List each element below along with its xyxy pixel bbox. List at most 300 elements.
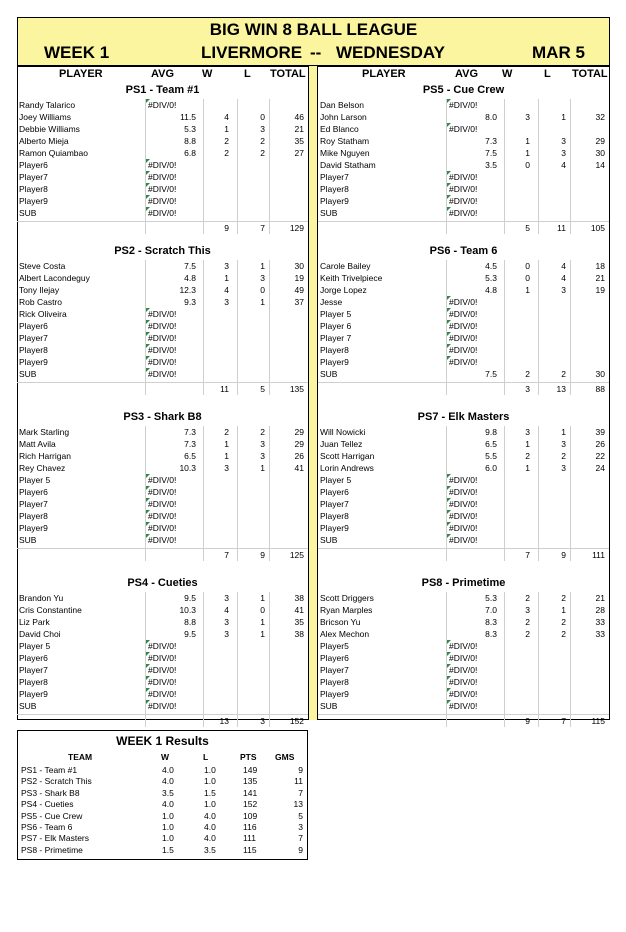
- player-row: [318, 474, 609, 486]
- player-name: Rick Oliveira: [19, 309, 67, 319]
- player-wins: 2: [525, 617, 530, 627]
- error-marker-icon: [146, 344, 150, 348]
- results-points: 115: [243, 844, 257, 855]
- player-row: [318, 135, 609, 147]
- team-total-wins: 7: [525, 550, 530, 560]
- player-total: 29: [595, 136, 605, 146]
- col-w: W: [502, 68, 513, 80]
- team-roster: [17, 260, 308, 395]
- player-row: [318, 604, 609, 616]
- error-marker-icon: [447, 664, 451, 668]
- league-title: BIG WIN 8 BALL LEAGUE: [209, 20, 418, 39]
- error-marker-icon: [146, 183, 150, 187]
- results-header-row: [18, 752, 307, 764]
- player-avg: #DIV/0!: [449, 641, 478, 651]
- error-marker-icon: [447, 320, 451, 324]
- player-avg: 8.3: [485, 629, 497, 639]
- player-total: 41: [294, 463, 304, 473]
- player-wins: 1: [224, 273, 229, 283]
- error-marker-icon: [447, 171, 451, 175]
- player-wins: 4: [224, 605, 229, 615]
- player-row: [17, 207, 308, 219]
- player-row: [318, 344, 609, 356]
- player-name: Player 5: [320, 309, 352, 319]
- team-roster: [17, 99, 308, 234]
- player-total: 18: [595, 261, 605, 271]
- player-avg: 5.3: [485, 593, 497, 603]
- player-total: 21: [294, 124, 304, 134]
- player-losses: 1: [561, 112, 566, 122]
- player-losses: 3: [561, 439, 566, 449]
- player-losses: 4: [561, 273, 566, 283]
- player-total: 33: [595, 617, 605, 627]
- player-name: Rey Chavez: [19, 463, 66, 473]
- column-header-right: [318, 66, 610, 82]
- error-marker-icon: [447, 486, 451, 490]
- player-avg: 8.3: [485, 617, 497, 627]
- results-wins: 4.0: [162, 765, 174, 775]
- column-header-left: [17, 66, 308, 82]
- date-label: MAR 5: [532, 43, 585, 62]
- player-row: [17, 284, 308, 296]
- player-losses: 3: [260, 439, 265, 449]
- player-wins: 0: [525, 273, 530, 283]
- player-name: Player 5: [19, 475, 51, 485]
- player-avg: #DIV/0!: [148, 369, 177, 379]
- player-name: Player9: [19, 523, 48, 533]
- team-title: PS4 - Cueties: [127, 577, 198, 589]
- player-total: 46: [294, 112, 304, 122]
- results-col-pts: PTS: [240, 752, 257, 762]
- player-name: Scott Harrigan: [320, 451, 375, 461]
- player-name: Player6: [19, 653, 48, 663]
- player-avg: #DIV/0!: [148, 677, 177, 687]
- results-points: 111: [243, 833, 256, 844]
- player-avg: 8.0: [485, 112, 497, 122]
- player-row: [318, 486, 609, 498]
- team-totals-row: [17, 548, 308, 561]
- player-losses: 2: [561, 593, 566, 603]
- player-row: [318, 688, 609, 700]
- results-row: [18, 788, 307, 799]
- team-total-wins: 3: [525, 384, 530, 394]
- team-total-points: 135: [289, 384, 304, 394]
- results-points: 141: [243, 787, 258, 798]
- player-total: 35: [294, 136, 304, 146]
- player-name: Player9: [320, 196, 349, 206]
- player-avg: #DIV/0!: [148, 184, 177, 194]
- player-wins: 3: [525, 427, 530, 437]
- player-losses: 3: [561, 148, 566, 158]
- player-losses: 1: [260, 593, 265, 603]
- results-row: [18, 776, 307, 787]
- player-name: Alex Mechon: [320, 629, 370, 639]
- player-name: Player6: [320, 653, 349, 663]
- results-row: [18, 822, 307, 833]
- player-name: Player7: [19, 172, 48, 182]
- player-name: Brandon Yu: [19, 593, 64, 603]
- player-row: [318, 272, 609, 284]
- error-marker-icon: [447, 474, 451, 478]
- player-name: Ed Blanco: [320, 124, 359, 134]
- player-name: Player7: [320, 665, 349, 675]
- results-points: 109: [243, 810, 258, 821]
- col-player: PLAYER: [59, 68, 103, 80]
- team-total-points: 88: [595, 384, 605, 394]
- error-marker-icon: [146, 700, 150, 704]
- player-avg: #DIV/0!: [148, 100, 177, 110]
- error-marker-icon: [146, 486, 150, 490]
- player-wins: 1: [525, 285, 530, 295]
- player-wins: 4: [224, 112, 229, 122]
- player-row: [17, 474, 308, 486]
- player-avg: #DIV/0!: [148, 665, 177, 675]
- results-games: 3: [298, 822, 303, 832]
- player-name: SUB: [19, 208, 37, 218]
- player-row: [17, 522, 308, 534]
- player-name: Keith Trivelpiece: [320, 273, 383, 283]
- team-total-losses: 9: [260, 550, 265, 560]
- player-row: [17, 510, 308, 522]
- player-total: 19: [294, 273, 304, 283]
- team-roster: [318, 99, 609, 234]
- player-avg: #DIV/0!: [148, 641, 177, 651]
- player-row: [318, 284, 609, 296]
- league-header: [17, 17, 610, 66]
- results-games: 9: [298, 844, 303, 855]
- player-name: Debbie Williams: [19, 124, 80, 134]
- player-name: Randy Talarico: [19, 100, 76, 110]
- error-marker-icon: [146, 332, 150, 336]
- player-wins: 1: [224, 124, 229, 134]
- player-total: 21: [595, 593, 605, 603]
- player-avg: 5.3: [184, 124, 196, 134]
- team-total-wins: 5: [525, 223, 530, 233]
- player-row: [17, 628, 308, 640]
- results-row: [18, 833, 307, 844]
- error-marker-icon: [447, 498, 451, 502]
- team-total-losses: 11: [557, 223, 566, 233]
- player-row: [318, 426, 609, 438]
- player-avg: 6.0: [485, 463, 497, 473]
- player-losses: 2: [561, 629, 566, 639]
- player-avg: #DIV/0!: [449, 208, 478, 218]
- player-row: [17, 592, 308, 604]
- player-avg: 6.5: [485, 439, 497, 449]
- player-losses: 1: [260, 617, 265, 627]
- player-avg: #DIV/0!: [449, 172, 478, 182]
- player-row: [17, 159, 308, 171]
- player-name: Player6: [19, 160, 48, 170]
- results-losses: 4.0: [204, 822, 216, 832]
- error-marker-icon: [447, 700, 451, 704]
- player-wins: 2: [224, 427, 229, 437]
- team-total-points: 111: [592, 550, 605, 560]
- player-losses: 1: [561, 427, 566, 437]
- player-row: [318, 147, 609, 159]
- error-marker-icon: [447, 296, 451, 300]
- col-player: PLAYER: [362, 68, 406, 80]
- player-losses: 1: [260, 261, 265, 271]
- error-marker-icon: [447, 195, 451, 199]
- team-total-points: 115: [591, 716, 605, 726]
- error-marker-icon: [146, 498, 150, 502]
- results-row: [18, 845, 307, 856]
- player-row: [318, 195, 609, 207]
- error-marker-icon: [146, 688, 150, 692]
- player-row: [318, 640, 609, 652]
- player-name: Player5: [320, 641, 349, 651]
- player-row: [17, 320, 308, 332]
- player-name: Player8: [320, 511, 349, 521]
- results-team-name: PS2 - Scratch This: [21, 776, 92, 787]
- team-title: PS8 - Primetime: [421, 577, 506, 589]
- player-wins: 2: [224, 136, 229, 146]
- player-wins: 3: [224, 629, 229, 639]
- team-roster: [318, 260, 609, 395]
- player-wins: 2: [525, 369, 530, 379]
- team-roster: [17, 592, 308, 727]
- col-l: L: [544, 68, 551, 80]
- error-marker-icon: [146, 522, 150, 526]
- player-total: 22: [595, 451, 605, 461]
- player-total: 21: [595, 273, 605, 283]
- team-total-points: 125: [289, 550, 304, 560]
- player-wins: 3: [224, 463, 229, 473]
- player-row: [318, 700, 609, 712]
- player-row: [17, 356, 308, 368]
- player-losses: 2: [561, 617, 566, 627]
- player-wins: 3: [224, 261, 229, 271]
- results-games: 5: [298, 810, 303, 821]
- error-marker-icon: [447, 534, 451, 538]
- player-wins: 1: [525, 148, 530, 158]
- player-row: [318, 207, 609, 219]
- player-row: [17, 604, 308, 616]
- player-name: Tony Ilejay: [19, 285, 60, 295]
- team-total-wins: 13: [219, 716, 229, 726]
- player-row: [17, 486, 308, 498]
- team-totals-row: [318, 548, 609, 561]
- player-name: SUB: [19, 535, 37, 545]
- player-avg: 7.5: [184, 261, 196, 271]
- team-block: [318, 409, 609, 561]
- results-wins: 1.0: [162, 810, 174, 821]
- player-row: [17, 272, 308, 284]
- player-name: SUB: [19, 701, 37, 711]
- error-marker-icon: [447, 510, 451, 514]
- player-avg: #DIV/0!: [449, 523, 478, 533]
- error-marker-icon: [146, 534, 150, 538]
- team-title: PS6 - Team 6: [429, 245, 498, 257]
- player-name: Rich Harrigan: [19, 451, 71, 461]
- player-row: [318, 171, 609, 183]
- team-total-losses: 3: [260, 716, 265, 726]
- team-block: [17, 243, 308, 395]
- player-avg: #DIV/0!: [449, 487, 478, 497]
- player-avg: #DIV/0!: [449, 321, 478, 331]
- error-marker-icon: [146, 664, 150, 668]
- player-avg: 7.5: [485, 369, 497, 379]
- player-total: 38: [294, 629, 304, 639]
- error-marker-icon: [447, 308, 451, 312]
- player-avg: #DIV/0!: [148, 172, 177, 182]
- error-marker-icon: [447, 640, 451, 644]
- team-block: [17, 409, 308, 561]
- player-row: [17, 438, 308, 450]
- player-avg: 4.8: [184, 273, 196, 283]
- col-avg: AVG: [151, 68, 175, 80]
- player-name: Jorge Lopez: [320, 285, 367, 295]
- player-name: Alberto Mieja: [19, 136, 69, 146]
- player-row: [318, 308, 609, 320]
- player-row: [17, 664, 308, 676]
- player-avg: 6.8: [184, 148, 196, 158]
- results-games: 11: [294, 776, 303, 787]
- player-avg: #DIV/0!: [449, 689, 478, 699]
- player-row: [318, 522, 609, 534]
- player-total: 32: [595, 112, 605, 122]
- player-name: SUB: [320, 535, 338, 545]
- results-losses: 1.5: [204, 787, 216, 798]
- results-team-name: PS8 - Primetime: [21, 844, 83, 855]
- player-name: SUB: [320, 208, 338, 218]
- player-row: [318, 356, 609, 368]
- player-row: [318, 534, 609, 546]
- player-row: [17, 171, 308, 183]
- player-row: [17, 308, 308, 320]
- team-totals-row: [17, 714, 308, 727]
- results-games: 9: [298, 765, 303, 775]
- player-row: [318, 123, 609, 135]
- player-row: [318, 462, 609, 474]
- results-team-name: PS1 - Team #1: [21, 765, 78, 775]
- player-losses: 0: [260, 285, 265, 295]
- player-avg: #DIV/0!: [148, 499, 177, 509]
- player-avg: #DIV/0!: [148, 511, 177, 521]
- player-total: 30: [595, 369, 605, 379]
- player-wins: 1: [525, 136, 530, 146]
- results-col-team: TEAM: [68, 752, 93, 762]
- results-points: 152: [243, 799, 258, 810]
- player-losses: 4: [561, 261, 566, 271]
- player-avg: 5.5: [485, 451, 497, 461]
- week-label: WEEK 1: [44, 43, 110, 62]
- player-row: [318, 652, 609, 664]
- player-name: Player6: [19, 487, 48, 497]
- col-total: TOTAL: [270, 68, 306, 80]
- player-avg: 4.5: [485, 261, 497, 271]
- player-row: [17, 183, 308, 195]
- player-row: [17, 426, 308, 438]
- player-avg: #DIV/0!: [148, 475, 177, 485]
- player-row: [318, 616, 609, 628]
- results-points: 149: [243, 765, 258, 775]
- error-marker-icon: [447, 123, 451, 127]
- player-name: Lorin Andrews: [320, 463, 374, 473]
- player-avg: #DIV/0!: [148, 321, 177, 331]
- player-losses: 3: [260, 451, 265, 461]
- player-name: Carole Bailey: [320, 261, 371, 271]
- player-wins: 2: [525, 629, 530, 639]
- player-name: Player6: [320, 487, 349, 497]
- player-name: Roy Statham: [320, 136, 370, 146]
- error-marker-icon: [146, 159, 150, 163]
- player-row: [17, 111, 308, 123]
- results-team-name: PS7 - Elk Masters: [21, 833, 90, 844]
- player-row: [318, 498, 609, 510]
- error-marker-icon: [146, 308, 150, 312]
- player-avg: #DIV/0!: [449, 124, 478, 134]
- team-totals-row: [318, 221, 609, 234]
- error-marker-icon: [447, 183, 451, 187]
- player-total: 39: [595, 427, 605, 437]
- player-name: Player9: [19, 357, 48, 367]
- player-row: [318, 510, 609, 522]
- player-row: [318, 296, 609, 308]
- error-marker-icon: [447, 522, 451, 526]
- results-wins: 4.0: [162, 776, 174, 787]
- player-losses: 2: [260, 136, 265, 146]
- player-avg: #DIV/0!: [148, 333, 177, 343]
- player-losses: 4: [561, 160, 566, 170]
- player-name: David Statham: [320, 160, 376, 170]
- player-row: [17, 135, 308, 147]
- player-row: [17, 296, 308, 308]
- player-row: [318, 111, 609, 123]
- day-label: WEDNESDAY: [336, 43, 445, 62]
- team-total-wins: 7: [224, 550, 229, 560]
- player-losses: 3: [260, 124, 265, 134]
- results-wins: 1.5: [162, 844, 174, 855]
- player-row: [318, 332, 609, 344]
- player-avg: 9.8: [485, 427, 497, 437]
- player-losses: 0: [260, 112, 265, 122]
- player-wins: 2: [525, 451, 530, 461]
- team-total-losses: 5: [260, 384, 265, 394]
- player-row: [318, 438, 609, 450]
- results-losses: 3.5: [204, 844, 216, 855]
- player-avg: 9.5: [184, 629, 196, 639]
- error-marker-icon: [146, 171, 150, 175]
- error-marker-icon: [146, 320, 150, 324]
- team-block: [17, 575, 308, 727]
- team-totals-row: [17, 221, 308, 234]
- player-wins: 0: [525, 261, 530, 271]
- col-total: TOTAL: [572, 68, 608, 80]
- col-avg: AVG: [455, 68, 479, 80]
- player-avg: #DIV/0!: [449, 511, 478, 521]
- results-team-name: PS3 - Shark B8: [21, 787, 80, 798]
- player-avg: #DIV/0!: [449, 665, 478, 675]
- team-totals-row: [318, 714, 609, 727]
- player-wins: 3: [525, 605, 530, 615]
- player-name: Player8: [19, 345, 48, 355]
- player-row: [17, 534, 308, 546]
- player-name: Player9: [19, 196, 48, 206]
- results-col-gms: GMS: [275, 752, 295, 762]
- player-avg: #DIV/0!: [449, 345, 478, 355]
- player-name: Player9: [320, 689, 349, 699]
- player-avg: 7.3: [184, 427, 196, 437]
- player-row: [17, 700, 308, 712]
- error-marker-icon: [146, 510, 150, 514]
- player-row: [17, 640, 308, 652]
- player-avg: 9.5: [184, 593, 196, 603]
- player-name: SUB: [320, 701, 338, 711]
- team-roster: [318, 592, 609, 727]
- team-block: [318, 243, 609, 395]
